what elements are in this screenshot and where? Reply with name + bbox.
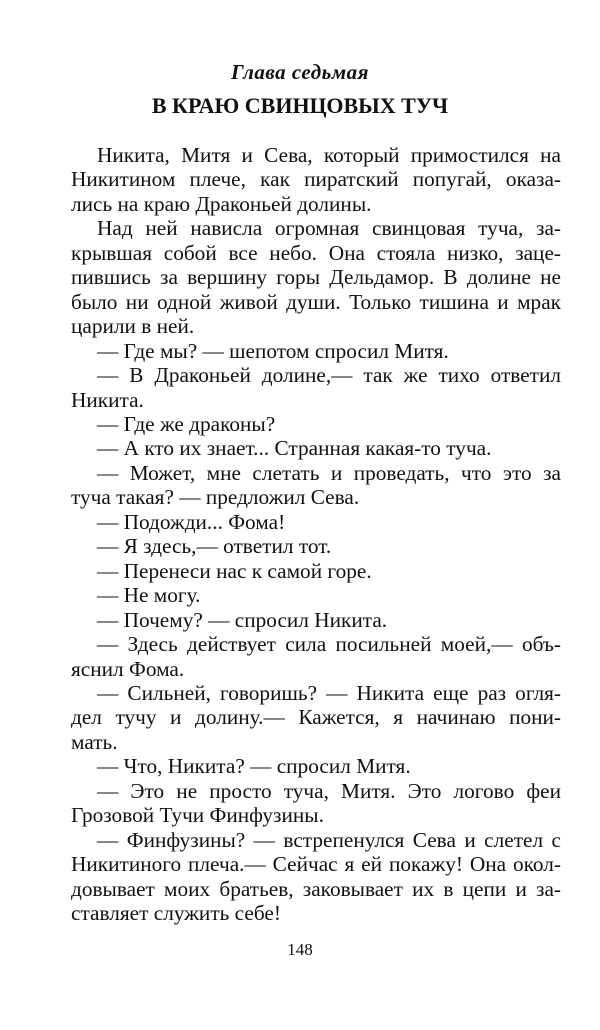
text-line: пившись за вершину горы Дельдамор. В долине не <box>71 265 561 290</box>
text-line: — Финфузины? — встрепенулся Сева и слетел с <box>97 827 561 852</box>
text-line: — Подожди... Фома! <box>97 509 286 534</box>
text-line: — Здесь действует сила посильней моей,— объ- <box>97 632 561 657</box>
text-line: яснил Фома. <box>71 656 185 681</box>
text-line: Над ней нависла огромная свинцовая туча, за- <box>97 216 561 241</box>
text-line: Никита. <box>71 387 144 412</box>
text-line: Никитином плече, как пиратский попугай, оказа- <box>71 167 561 192</box>
text-line: мать. <box>71 729 118 754</box>
text-line: Грозовой Тучи Финфузины. <box>71 803 324 828</box>
text-line: — Почему? — спросил Никита. <box>97 607 388 632</box>
text-line: — Может, мне слетать и проведать, что это за <box>97 460 561 485</box>
text-line: — В Драконьей долине,— так же тихо ответил <box>97 363 561 388</box>
text-line: — Не могу. <box>97 583 201 608</box>
text-line: — А кто их знает... Странная какая-то туча. <box>97 436 492 461</box>
text-line: крывшая собой все небо. Она стояла низко, заце- <box>71 240 561 265</box>
text-line: Никита, Митя и Сева, который примостился на <box>97 143 561 167</box>
text-line: дел тучу и долину.— Кажется, я начинаю пони- <box>71 705 561 730</box>
text-line: — Это не просто туча, Митя. Это логово феи <box>97 778 561 803</box>
text-line: — Перенеси нас к самой горе. <box>97 558 372 583</box>
text-line: — Сильней, говоришь? — Никита еще раз огля- <box>97 680 561 705</box>
text-line: царили в ней. <box>71 314 195 339</box>
chapter-label: Глава седьмая <box>231 60 369 84</box>
text-line: — Что, Никита? — спросил Митя. <box>97 754 411 779</box>
text-line: лись на краю Драконьей долины. <box>71 191 372 216</box>
body-text <box>71 143 561 926</box>
text-line: туча такая? — предложил Сева. <box>71 485 360 510</box>
chapter-title: В КРАЮ СВИНЦОВЫХ ТУЧ <box>151 93 449 118</box>
text-line: Никитиного плеча.— Сейчас я ей покажу! Она окол- <box>71 852 561 877</box>
text-line: ставляет служить себе! <box>71 901 281 926</box>
text-line: — Где мы? — шепотом спросил Митя. <box>97 338 449 363</box>
text-line: было ни одной живой души. Только тишина и мрак <box>71 289 561 314</box>
text-line: — Я здесь,— ответил тот. <box>97 534 332 559</box>
text-line: — Где же драконы? <box>97 411 276 436</box>
page-number: 148 <box>287 940 313 959</box>
text-line: довывает моих братьев, заковывает их в цепи и за- <box>71 876 561 901</box>
